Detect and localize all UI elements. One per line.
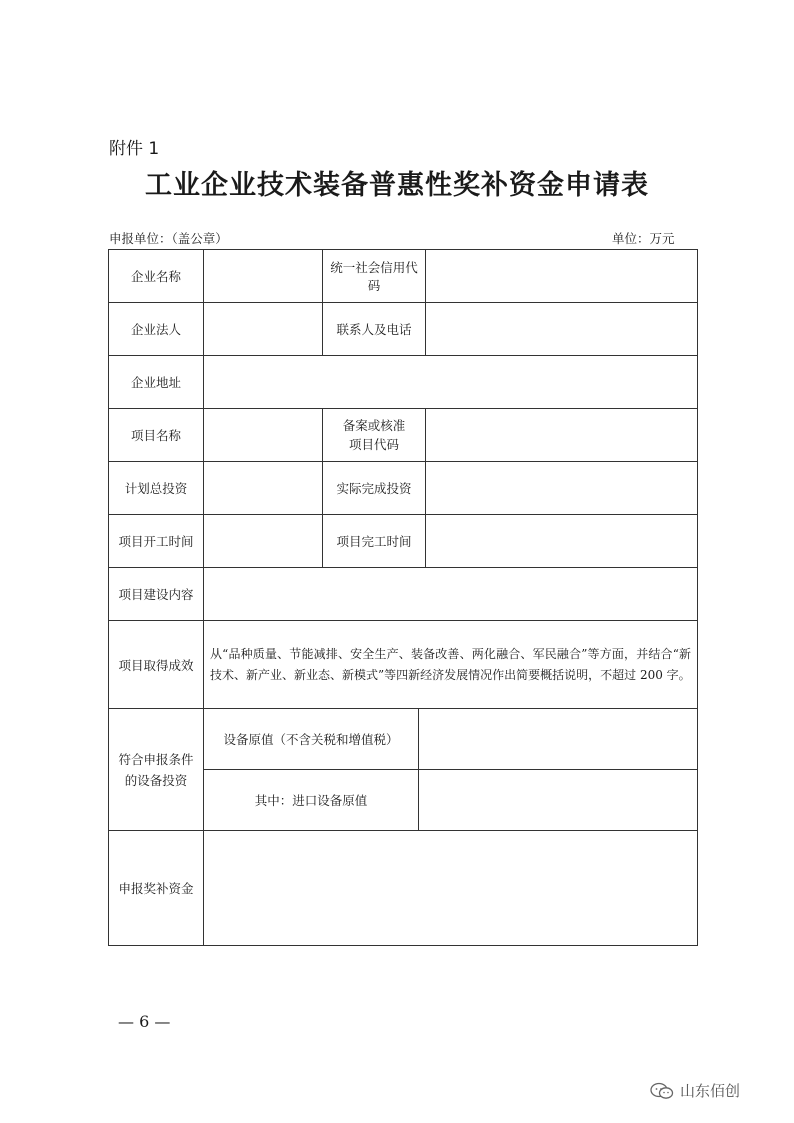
start-time-field[interactable] — [204, 515, 323, 568]
end-time-field[interactable] — [426, 515, 698, 568]
watermark — [650, 1080, 740, 1101]
form-row-company — [109, 250, 698, 303]
form-row-results — [109, 621, 698, 709]
form-row-legal — [109, 303, 698, 356]
equipment-investment-label-line2: 的设备投资 — [124, 772, 188, 788]
form-row-address — [109, 356, 698, 409]
applicant-unit-label: 申报单位：（盖公章） — [109, 231, 228, 246]
equipment-investment-label-line1: 符合申报条件 — [118, 751, 194, 767]
form-row-time — [109, 515, 698, 568]
company-name-field[interactable] — [204, 250, 323, 303]
contact-label: 联系人及电话 — [323, 303, 426, 356]
form-row-subsidy — [109, 831, 698, 946]
project-name-label: 项目名称 — [109, 409, 204, 462]
company-name-label: 企业名称 — [109, 250, 204, 303]
form-row-project — [109, 409, 698, 462]
results-label: 项目取得成效 — [109, 621, 204, 709]
results-instructions[interactable]: 从“品种质量、节能减排、安全生产、装备改善、两化融合、军民融合”等方面，并结合“新技术、新产业、新业态、新模式”等四新经济发展情况作出简要概括说明，不超过 200 字。 — [204, 621, 698, 709]
actual-investment-label: 实际完成投资 — [323, 462, 426, 515]
credit-code-field[interactable] — [426, 250, 698, 303]
address-label: 企业地址 — [109, 356, 204, 409]
filing-code-label-line2: 项目代码 — [349, 437, 400, 452]
construction-content-field[interactable] — [204, 568, 698, 621]
equipment-original-label: 设备原值（不含关税和增值税） — [204, 709, 419, 770]
planned-investment-field[interactable] — [204, 462, 323, 515]
attachment-label: 附件 1 — [109, 139, 160, 159]
project-name-field[interactable] — [204, 409, 323, 462]
credit-code-label: 统一社会信用代码 — [323, 250, 426, 303]
form-row-investment — [109, 462, 698, 515]
watermark-text: 山东佰创 — [680, 1082, 741, 1100]
equipment-imported-label: 其中：进口设备原值 — [204, 770, 419, 831]
filing-code-field[interactable] — [426, 409, 698, 462]
end-time-label: 项目完工时间 — [323, 515, 426, 568]
equipment-investment-label — [109, 709, 204, 831]
currency-unit-label: 单位：万元 — [612, 231, 675, 246]
start-time-label: 项目开工时间 — [109, 515, 204, 568]
legal-person-label: 企业法人 — [109, 303, 204, 356]
filing-code-label — [323, 409, 426, 462]
subsidy-field[interactable] — [204, 831, 698, 946]
contact-field[interactable] — [426, 303, 698, 356]
address-field[interactable] — [204, 356, 698, 409]
legal-person-field[interactable] — [204, 303, 323, 356]
form-row-content — [109, 568, 698, 621]
filing-code-label-line1: 备案或核准 — [342, 418, 406, 433]
chat-bubbles-icon — [650, 1082, 674, 1100]
equipment-original-field[interactable] — [419, 709, 698, 770]
page-number: — 6 — — [118, 1012, 171, 1031]
actual-investment-field[interactable] — [426, 462, 698, 515]
application-form-table — [108, 249, 698, 946]
construction-content-label: 项目建设内容 — [109, 568, 204, 621]
form-title: 工业企业技术装备普惠性奖补资金申请表 — [145, 170, 649, 201]
form-row-equipment-original — [109, 709, 698, 770]
subsidy-label: 申报奖补资金 — [109, 831, 204, 946]
planned-investment-label: 计划总投资 — [109, 462, 204, 515]
equipment-imported-field[interactable] — [419, 770, 698, 831]
